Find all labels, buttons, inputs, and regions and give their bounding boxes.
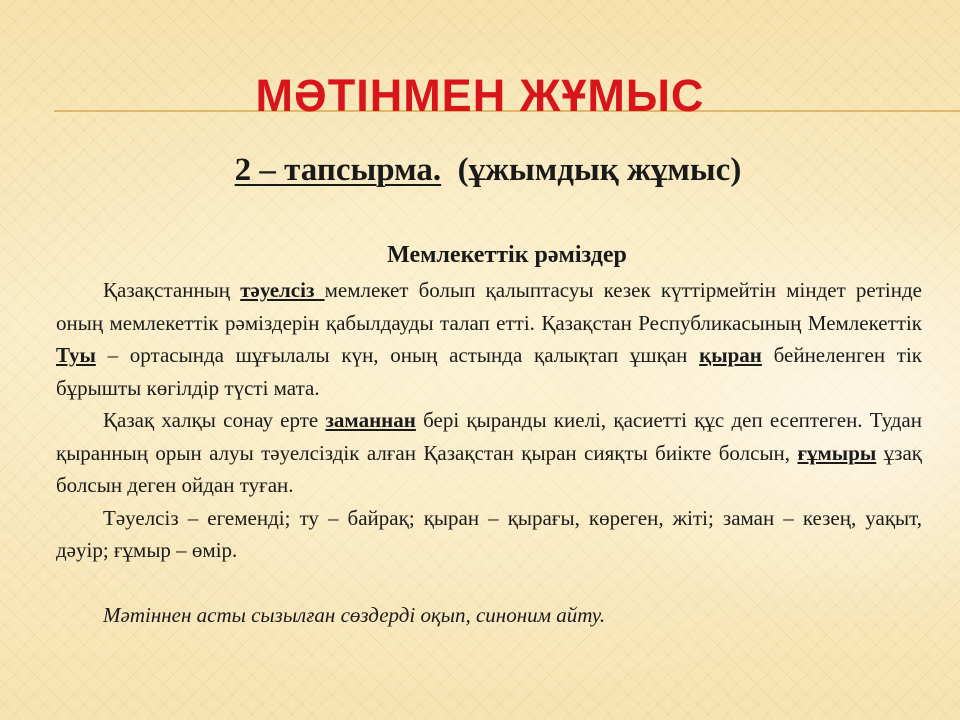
text-fragment: Қазақстанның xyxy=(103,278,241,302)
keyword-lifetime: ғұмыры xyxy=(797,440,877,465)
task-subtitle xyxy=(0,150,960,190)
keyword-flag: Туы xyxy=(56,343,96,367)
section-heading: Мемлекеттік рәміздер xyxy=(387,242,627,268)
spacer xyxy=(56,567,922,599)
task-mode: (ұжымдық жұмыс) xyxy=(457,152,742,188)
paragraph-1 xyxy=(56,274,922,404)
text-fragment: мемлекет болып қалыптасуы кезек күттірмейтін міндет ретінде оның мемлекеттік рәміздерін қабылдауды талап етті. Қазақстан Республикасының Мемлекеттік xyxy=(56,278,922,335)
text-fragment: Қазақ халқы сонау ерте xyxy=(103,408,326,432)
slide-title: МӘТІНМЕН ЖҰМЫС xyxy=(255,70,705,121)
text-fragment: – ортасында шұғылалы күн, оның астында қалықтап ұшқан xyxy=(95,343,700,367)
text-fragment: бейнеленген тік бұрышты көгілдір түсті мата. xyxy=(56,343,922,400)
task-label: 2 – тапсырма. xyxy=(234,152,442,188)
keyword-independent: тәуелсіз xyxy=(240,278,325,302)
reading-text xyxy=(56,274,922,631)
text-fragment: бері қыранды киелі, қасиетті құс деп есептеген. Тудан қыранның орын алуы тәуелсіздік алған Қазақстан қыран сияқты биікте болсын, xyxy=(56,408,922,465)
text-fragment: ұзақ болсын деген ойдан туған. xyxy=(56,440,922,497)
keyword-era: заманнан xyxy=(325,408,416,432)
paragraph-2 xyxy=(56,404,922,502)
synonyms-list: Тәуелсіз – егеменді; ту – байрақ; қыран – қырағы, көреген, жіті; заман – кезең, уақыт, дәуір; ғұмыр – өмір. xyxy=(56,505,922,562)
task-instruction: Мәтіннен асты сызылған сөздерді оқып, синоним айту. xyxy=(103,602,606,627)
keyword-eagle: қыран xyxy=(699,343,762,367)
